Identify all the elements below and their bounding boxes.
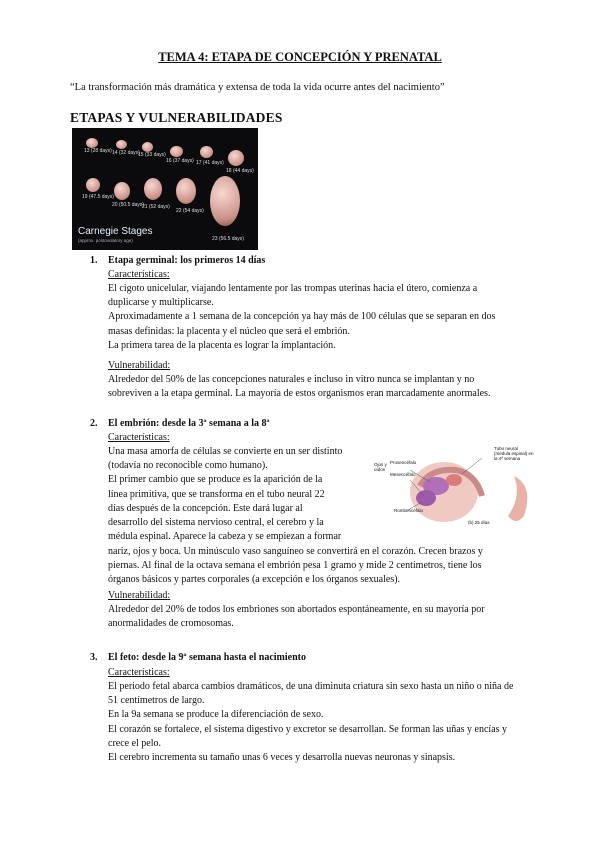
text-line: piernas. Al final de la octava semana el embrión pesa 1 gramo y mide 2 centímetros, tiene los <box>108 560 482 572</box>
vulnerability-text <box>108 373 558 401</box>
diagram-label: Rombencéfalo <box>394 508 424 513</box>
stage-label: 14 (32 days) <box>112 150 140 156</box>
text-line: El cerebro incrementa su tamaño unas 6 veces y desarrolla nuevas neuronas y sinapsis. <box>108 752 456 764</box>
item-heading: El feto: desde la 9ª semana hasta el nacimiento <box>108 652 306 663</box>
opening-quote: “La transformación más dramática y extensa de toda la vida ocurre antes del nacimiento” <box>70 82 445 93</box>
item-number: 3. <box>90 652 98 663</box>
stage-label: 23 (56.5 days) <box>212 236 244 242</box>
text-line: Una masa amorfa de células se convierte en un ser distinto <box>108 446 343 457</box>
stage-label: 21 (52 days) <box>142 204 170 210</box>
text-line: El corazón se fortalece, el sistema digestivo y excretor se desarrollan. Se forman las uñas y encías y <box>108 723 508 735</box>
text-line: crece el pelo. <box>108 737 162 749</box>
characteristics-label: Características: <box>108 269 170 280</box>
section-heading: ETAPAS Y VULNERABILIDADES <box>70 110 283 125</box>
stage-label: 20 (50.5 days) <box>112 202 144 208</box>
characteristics-label: Características: <box>108 667 170 678</box>
stage-label: 13 (28 days) <box>84 148 112 154</box>
characteristics-label: Características: <box>108 432 170 443</box>
text-line: En la 9a semana se produce la diferenciación de sexo. <box>108 709 324 721</box>
vulnerability-label: Vulnerabilidad: <box>108 360 171 371</box>
item-number: 2. <box>90 418 98 429</box>
text-line: El primer cambio que se produce es la aparición de la <box>108 474 323 486</box>
stage-label: 19 (47.5 days) <box>82 194 114 200</box>
text-line: nariz, ojos y boca. Un minúsculo vaso sanguíneo se convertirá en el corazón. Crecen brazos y <box>108 546 483 557</box>
diagram-label: (b) 25 días <box>468 520 490 525</box>
image-subcaption: (approx. postovulatory age) <box>78 238 133 243</box>
image-caption: Carnegie Stages <box>78 226 153 237</box>
stage-label: 15 (33 days) <box>138 152 166 158</box>
text-line: La primera tarea de la placenta es lograr la implantación. <box>108 339 336 351</box>
characteristics-text <box>108 680 558 765</box>
stage-label: 18 (44 days) <box>226 168 254 174</box>
text-line: días después de la concepción. Este dará lugar al <box>108 502 303 514</box>
text-line: El periodo fetal abarca cambios dramáticos, de una diminuta criatura sin sexo hasta un niño o niña de <box>108 681 514 692</box>
text-line: Aproximadamente a 1 semana de la concepción ya hay más de 100 células que se separan en dos <box>108 311 496 323</box>
characteristics-text-continued <box>108 545 558 588</box>
embryo-diagram <box>374 446 534 528</box>
item-heading: Etapa germinal: los primeros 14 días <box>108 255 266 266</box>
text-line: El cigoto unicelular, viajando lentamente por las trompas uterinas hacia el útero, comienza a <box>108 283 478 294</box>
diagram-label: Tubo neural (médula espinal) en la 4ª semana <box>494 446 534 461</box>
text-line: Alrededor del 50% de las concepciones naturales e incluso in vitro nunca se implantan y no <box>108 374 475 385</box>
stage-label: 22 (54 days) <box>176 208 204 214</box>
text-line: desarrollo del sistema nervioso central, el cerebro y la <box>108 517 324 529</box>
text-line: órganos básicos y partes corporales (a excepción e los órganos sexuales). <box>108 574 401 586</box>
text-line: 51 centímetros de largo. <box>108 695 205 707</box>
carnegie-stages-image <box>72 128 258 250</box>
item-number: 1. <box>90 255 98 266</box>
text-line: Alrededor del 20% de todos los embriones son abortados espontáneamente, en su mayoría por <box>108 604 485 615</box>
text-line: sobreviven a la etapa germinal. La mayoría de estos organismos eran marcadamente anormales. <box>108 388 491 400</box>
vulnerability-label: Vulnerabilidad: <box>108 590 171 601</box>
diagram-label: Ojos y oídos <box>374 462 387 472</box>
diagram-label: Mesencéfalo <box>390 472 416 477</box>
characteristics-text <box>108 445 370 544</box>
vulnerability-text <box>108 603 558 631</box>
page-title: TEMA 4: ETAPA DE CONCEPCIÓN Y PRENATAL <box>158 50 442 64</box>
text-line: línea primitiva, que se transforma en el tubo neural 22 <box>108 488 325 500</box>
characteristics-text <box>108 282 558 353</box>
item-heading: El embrión: desde la 3ª semana a la 8ª <box>108 418 270 429</box>
text-line: anormalidades de cromosomas. <box>108 618 234 630</box>
stage-label: 16 (37 days) <box>166 158 194 164</box>
text-line: masas definidas: la placenta y el núcleo que será el embrión. <box>108 325 350 337</box>
diagram-label: Prosencéfalo <box>390 460 417 465</box>
text-line: médula espinal. Aparece la cabeza y se empiezan a formar <box>108 531 342 543</box>
text-line: (todavía no reconocible como humano). <box>108 460 268 472</box>
text-line: duplicarse y multiplicarse. <box>108 297 214 309</box>
stage-label: 17 (41 days) <box>196 160 224 166</box>
